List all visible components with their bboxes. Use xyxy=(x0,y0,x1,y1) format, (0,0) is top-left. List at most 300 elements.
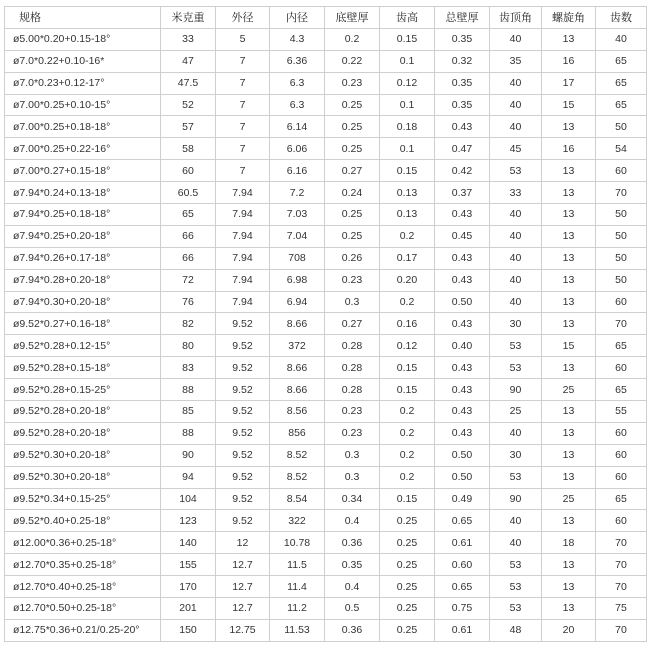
spec-cell: ø7.94*0.25+0.18-18° xyxy=(5,204,161,226)
meter-weight-header: 米克重 xyxy=(161,7,216,29)
total-wall-cell: 0.43 xyxy=(435,401,490,423)
total-wall-cell: 0.50 xyxy=(435,291,490,313)
table-row xyxy=(5,510,647,532)
helix-angle-cell: 13 xyxy=(542,160,596,182)
total-wall-cell: 0.35 xyxy=(435,94,490,116)
inner-diameter-cell: 708 xyxy=(270,247,325,269)
tooth-height-cell: 0.2 xyxy=(380,401,435,423)
tooth-apex-angle-cell: 48 xyxy=(490,619,542,641)
tooth-height-cell: 0.20 xyxy=(380,269,435,291)
total-wall-cell: 0.61 xyxy=(435,532,490,554)
total-wall-cell: 0.40 xyxy=(435,335,490,357)
helix-angle-cell: 13 xyxy=(542,116,596,138)
table-row xyxy=(5,335,647,357)
inner-diameter-cell: 8.56 xyxy=(270,401,325,423)
inner-diameter-cell: 11.53 xyxy=(270,619,325,641)
tooth-count-cell: 65 xyxy=(596,335,647,357)
tooth-height-cell: 0.25 xyxy=(380,619,435,641)
tooth-apex-angle-cell: 53 xyxy=(490,357,542,379)
outer-diameter-cell: 7 xyxy=(216,72,270,94)
tooth-count-cell: 60 xyxy=(596,466,647,488)
inner-diameter-cell: 6.14 xyxy=(270,116,325,138)
meter-weight-cell: 57 xyxy=(161,116,216,138)
spec-cell: ø7.00*0.25+0.22-16° xyxy=(5,138,161,160)
helix-angle-cell: 16 xyxy=(542,138,596,160)
inner-diameter-cell: 6.98 xyxy=(270,269,325,291)
tooth-height-cell: 0.16 xyxy=(380,313,435,335)
bottom-wall-cell: 0.25 xyxy=(325,94,380,116)
tooth-apex-angle-cell: 35 xyxy=(490,50,542,72)
tooth-apex-angle-cell: 53 xyxy=(490,554,542,576)
outer-diameter-cell: 9.52 xyxy=(216,335,270,357)
bottom-wall-cell: 0.4 xyxy=(325,576,380,598)
tooth-height-cell: 0.25 xyxy=(380,532,435,554)
spec-cell: ø9.52*0.28+0.15-18° xyxy=(5,357,161,379)
spec-cell: ø9.52*0.40+0.25-18° xyxy=(5,510,161,532)
tooth-apex-angle-cell: 30 xyxy=(490,313,542,335)
inner-diameter-header: 内径 xyxy=(270,7,325,29)
bottom-wall-cell: 0.36 xyxy=(325,619,380,641)
bottom-wall-cell: 0.2 xyxy=(325,28,380,50)
meter-weight-cell: 90 xyxy=(161,444,216,466)
tooth-height-cell: 0.18 xyxy=(380,116,435,138)
outer-diameter-cell: 5 xyxy=(216,28,270,50)
outer-diameter-cell: 9.52 xyxy=(216,401,270,423)
tooth-height-cell: 0.1 xyxy=(380,94,435,116)
tooth-apex-angle-cell: 53 xyxy=(490,598,542,620)
total-wall-cell: 0.50 xyxy=(435,444,490,466)
tooth-count-cell: 60 xyxy=(596,291,647,313)
table-row xyxy=(5,313,647,335)
tooth-count-cell: 70 xyxy=(596,576,647,598)
helix-angle-cell: 13 xyxy=(542,554,596,576)
meter-weight-cell: 60.5 xyxy=(161,182,216,204)
total-wall-cell: 0.42 xyxy=(435,160,490,182)
helix-angle-cell: 13 xyxy=(542,466,596,488)
table-row xyxy=(5,247,647,269)
tooth-count-cell: 65 xyxy=(596,379,647,401)
tooth-apex-angle-cell: 90 xyxy=(490,488,542,510)
outer-diameter-cell: 7 xyxy=(216,50,270,72)
spec-cell: ø12.70*0.50+0.25-18° xyxy=(5,598,161,620)
helix-angle-cell: 13 xyxy=(542,182,596,204)
bottom-wall-cell: 0.28 xyxy=(325,335,380,357)
meter-weight-cell: 201 xyxy=(161,598,216,620)
table-row xyxy=(5,532,647,554)
total-wall-cell: 0.43 xyxy=(435,313,490,335)
tooth-count-cell: 70 xyxy=(596,554,647,576)
inner-diameter-cell: 6.3 xyxy=(270,72,325,94)
spec-cell: ø9.52*0.28+0.12-15° xyxy=(5,335,161,357)
outer-diameter-cell: 7.94 xyxy=(216,182,270,204)
tooth-height-cell: 0.17 xyxy=(380,247,435,269)
tooth-height-cell: 0.13 xyxy=(380,182,435,204)
spec-cell: ø7.00*0.27+0.15-18° xyxy=(5,160,161,182)
tooth-height-cell: 0.15 xyxy=(380,28,435,50)
inner-diameter-cell: 322 xyxy=(270,510,325,532)
outer-diameter-cell: 7 xyxy=(216,160,270,182)
tooth-count-cell: 55 xyxy=(596,401,647,423)
helix-angle-cell: 13 xyxy=(542,225,596,247)
meter-weight-cell: 76 xyxy=(161,291,216,313)
helix-angle-cell: 20 xyxy=(542,619,596,641)
table-row xyxy=(5,422,647,444)
header-row xyxy=(5,7,647,29)
meter-weight-cell: 52 xyxy=(161,94,216,116)
inner-diameter-cell: 8.66 xyxy=(270,357,325,379)
tooth-apex-angle-cell: 90 xyxy=(490,379,542,401)
tooth-height-cell: 0.12 xyxy=(380,72,435,94)
bottom-wall-cell: 0.28 xyxy=(325,357,380,379)
tooth-count-cell: 70 xyxy=(596,532,647,554)
table-row xyxy=(5,50,647,72)
bottom-wall-header: 底壁厚 xyxy=(325,7,380,29)
meter-weight-cell: 150 xyxy=(161,619,216,641)
spec-cell: ø9.52*0.30+0.20-18° xyxy=(5,466,161,488)
total-wall-cell: 0.43 xyxy=(435,422,490,444)
meter-weight-cell: 80 xyxy=(161,335,216,357)
spec-cell: ø7.94*0.30+0.20-18° xyxy=(5,291,161,313)
inner-diameter-cell: 7.2 xyxy=(270,182,325,204)
total-wall-cell: 0.32 xyxy=(435,50,490,72)
helix-angle-cell: 13 xyxy=(542,510,596,532)
outer-diameter-cell: 7.94 xyxy=(216,247,270,269)
outer-diameter-cell: 9.52 xyxy=(216,379,270,401)
helix-angle-cell: 15 xyxy=(542,335,596,357)
tooth-count-cell: 40 xyxy=(596,28,647,50)
inner-diameter-cell: 7.03 xyxy=(270,204,325,226)
bottom-wall-cell: 0.23 xyxy=(325,269,380,291)
meter-weight-cell: 58 xyxy=(161,138,216,160)
meter-weight-cell: 170 xyxy=(161,576,216,598)
inner-diameter-cell: 6.94 xyxy=(270,291,325,313)
inner-diameter-cell: 6.06 xyxy=(270,138,325,160)
table-row xyxy=(5,379,647,401)
tooth-height-cell: 0.25 xyxy=(380,576,435,598)
table-row xyxy=(5,138,647,160)
table-row xyxy=(5,291,647,313)
table-row xyxy=(5,401,647,423)
outer-diameter-cell: 9.52 xyxy=(216,357,270,379)
helix-angle-cell: 13 xyxy=(542,269,596,291)
meter-weight-cell: 66 xyxy=(161,247,216,269)
tooth-height-cell: 0.1 xyxy=(380,50,435,72)
helix-angle-cell: 13 xyxy=(542,576,596,598)
inner-diameter-cell: 6.3 xyxy=(270,94,325,116)
total-wall-cell: 0.49 xyxy=(435,488,490,510)
tooth-count-cell: 50 xyxy=(596,116,647,138)
tooth-count-cell: 60 xyxy=(596,510,647,532)
meter-weight-cell: 82 xyxy=(161,313,216,335)
tooth-count-cell: 75 xyxy=(596,598,647,620)
tooth-count-cell: 70 xyxy=(596,182,647,204)
tooth-count-cell: 60 xyxy=(596,444,647,466)
spec-cell: ø9.52*0.30+0.20-18° xyxy=(5,444,161,466)
spec-cell: ø9.52*0.28+0.20-18° xyxy=(5,422,161,444)
helix-angle-cell: 13 xyxy=(542,598,596,620)
tooth-apex-angle-cell: 40 xyxy=(490,204,542,226)
tooth-count-cell: 65 xyxy=(596,94,647,116)
inner-diameter-cell: 8.52 xyxy=(270,444,325,466)
bottom-wall-cell: 0.25 xyxy=(325,116,380,138)
spec-cell: ø9.52*0.27+0.16-18° xyxy=(5,313,161,335)
outer-diameter-cell: 9.52 xyxy=(216,313,270,335)
helix-angle-cell: 13 xyxy=(542,357,596,379)
inner-diameter-cell: 8.66 xyxy=(270,379,325,401)
outer-diameter-cell: 12.7 xyxy=(216,576,270,598)
total-wall-cell: 0.43 xyxy=(435,204,490,226)
tooth-count-cell: 50 xyxy=(596,269,647,291)
meter-weight-cell: 88 xyxy=(161,422,216,444)
tooth-apex-angle-cell: 40 xyxy=(490,225,542,247)
helix-angle-cell: 15 xyxy=(542,94,596,116)
table-row xyxy=(5,444,647,466)
helix-angle-cell: 13 xyxy=(542,247,596,269)
bottom-wall-cell: 0.3 xyxy=(325,466,380,488)
bottom-wall-cell: 0.3 xyxy=(325,444,380,466)
tooth-height-cell: 0.15 xyxy=(380,488,435,510)
tooth-height-cell: 0.15 xyxy=(380,379,435,401)
tooth-height-cell: 0.2 xyxy=(380,291,435,313)
total-wall-cell: 0.65 xyxy=(435,510,490,532)
inner-diameter-cell: 4.3 xyxy=(270,28,325,50)
tooth-height-cell: 0.25 xyxy=(380,510,435,532)
bottom-wall-cell: 0.25 xyxy=(325,204,380,226)
tooth-apex-angle-cell: 25 xyxy=(490,401,542,423)
table-row xyxy=(5,160,647,182)
inner-diameter-cell: 7.04 xyxy=(270,225,325,247)
tooth-height-cell: 0.25 xyxy=(380,554,435,576)
table-row xyxy=(5,94,647,116)
tooth-count-cell: 65 xyxy=(596,488,647,510)
tooth-apex-angle-cell: 40 xyxy=(490,72,542,94)
spec-cell: ø7.00*0.25+0.10-15° xyxy=(5,94,161,116)
table-header xyxy=(5,7,647,29)
meter-weight-cell: 94 xyxy=(161,466,216,488)
tooth-height-cell: 0.13 xyxy=(380,204,435,226)
tooth-count-cell: 70 xyxy=(596,313,647,335)
bottom-wall-cell: 0.35 xyxy=(325,554,380,576)
helix-angle-cell: 13 xyxy=(542,444,596,466)
bottom-wall-cell: 0.22 xyxy=(325,50,380,72)
table-row xyxy=(5,182,647,204)
outer-diameter-cell: 12.7 xyxy=(216,598,270,620)
outer-diameter-cell: 9.52 xyxy=(216,510,270,532)
meter-weight-cell: 83 xyxy=(161,357,216,379)
tooth-height-cell: 0.2 xyxy=(380,225,435,247)
bottom-wall-cell: 0.24 xyxy=(325,182,380,204)
total-wall-cell: 0.45 xyxy=(435,225,490,247)
helix-angle-cell: 13 xyxy=(542,204,596,226)
tooth-apex-angle-cell: 53 xyxy=(490,160,542,182)
table-body xyxy=(5,28,647,641)
outer-diameter-cell: 12 xyxy=(216,532,270,554)
table-row xyxy=(5,225,647,247)
tooth-height-cell: 0.2 xyxy=(380,422,435,444)
inner-diameter-cell: 372 xyxy=(270,335,325,357)
tooth-apex-angle-cell: 40 xyxy=(490,116,542,138)
meter-weight-cell: 33 xyxy=(161,28,216,50)
tooth-count-cell: 60 xyxy=(596,160,647,182)
bottom-wall-cell: 0.27 xyxy=(325,313,380,335)
total-wall-cell: 0.35 xyxy=(435,28,490,50)
spec-table xyxy=(4,6,647,642)
tooth-height-cell: 0.1 xyxy=(380,138,435,160)
tooth-count-cell: 65 xyxy=(596,72,647,94)
total-wall-cell: 0.50 xyxy=(435,466,490,488)
meter-weight-cell: 47.5 xyxy=(161,72,216,94)
bottom-wall-cell: 0.25 xyxy=(325,138,380,160)
table-row xyxy=(5,598,647,620)
total-wall-cell: 0.75 xyxy=(435,598,490,620)
tooth-apex-angle-header: 齿顶角 xyxy=(490,7,542,29)
meter-weight-cell: 66 xyxy=(161,225,216,247)
helix-angle-cell: 13 xyxy=(542,422,596,444)
spec-cell: ø7.94*0.25+0.20-18° xyxy=(5,225,161,247)
spec-cell: ø12.70*0.35+0.25-18° xyxy=(5,554,161,576)
inner-diameter-cell: 11.5 xyxy=(270,554,325,576)
meter-weight-cell: 47 xyxy=(161,50,216,72)
table-row xyxy=(5,466,647,488)
bottom-wall-cell: 0.5 xyxy=(325,598,380,620)
outer-diameter-header: 外径 xyxy=(216,7,270,29)
tooth-apex-angle-cell: 40 xyxy=(490,94,542,116)
meter-weight-cell: 123 xyxy=(161,510,216,532)
meter-weight-cell: 60 xyxy=(161,160,216,182)
tooth-height-cell: 0.15 xyxy=(380,357,435,379)
outer-diameter-cell: 7 xyxy=(216,138,270,160)
bottom-wall-cell: 0.23 xyxy=(325,422,380,444)
tooth-apex-angle-cell: 40 xyxy=(490,247,542,269)
spec-cell: ø5.00*0.20+0.15-18° xyxy=(5,28,161,50)
spec-cell: ø12.70*0.40+0.25-18° xyxy=(5,576,161,598)
outer-diameter-cell: 7.94 xyxy=(216,269,270,291)
spec-cell: ø7.94*0.24+0.13-18° xyxy=(5,182,161,204)
outer-diameter-cell: 12.7 xyxy=(216,554,270,576)
bottom-wall-cell: 0.25 xyxy=(325,225,380,247)
outer-diameter-cell: 9.52 xyxy=(216,488,270,510)
tooth-count-cell: 65 xyxy=(596,50,647,72)
total-wall-cell: 0.60 xyxy=(435,554,490,576)
meter-weight-cell: 85 xyxy=(161,401,216,423)
total-wall-cell: 0.37 xyxy=(435,182,490,204)
tooth-count-cell: 50 xyxy=(596,225,647,247)
tooth-apex-angle-cell: 40 xyxy=(490,422,542,444)
spec-cell: ø9.52*0.28+0.20-18° xyxy=(5,401,161,423)
tooth-height-cell: 0.2 xyxy=(380,444,435,466)
meter-weight-cell: 155 xyxy=(161,554,216,576)
table-row xyxy=(5,576,647,598)
inner-diameter-cell: 8.54 xyxy=(270,488,325,510)
meter-weight-cell: 65 xyxy=(161,204,216,226)
outer-diameter-cell: 9.52 xyxy=(216,422,270,444)
tooth-apex-angle-cell: 45 xyxy=(490,138,542,160)
table-row xyxy=(5,72,647,94)
tooth-apex-angle-cell: 40 xyxy=(490,291,542,313)
inner-diameter-cell: 11.4 xyxy=(270,576,325,598)
helix-angle-cell: 25 xyxy=(542,379,596,401)
bottom-wall-cell: 0.36 xyxy=(325,532,380,554)
spec-cell: ø12.75*0.36+0.21/0.25-20° xyxy=(5,619,161,641)
tooth-height-header: 齿高 xyxy=(380,7,435,29)
table-row xyxy=(5,28,647,50)
inner-diameter-cell: 6.16 xyxy=(270,160,325,182)
tooth-apex-angle-cell: 53 xyxy=(490,335,542,357)
total-wall-cell: 0.43 xyxy=(435,269,490,291)
total-wall-cell: 0.43 xyxy=(435,357,490,379)
tooth-apex-angle-cell: 53 xyxy=(490,576,542,598)
total-wall-header: 总壁厚 xyxy=(435,7,490,29)
meter-weight-cell: 140 xyxy=(161,532,216,554)
helix-angle-cell: 18 xyxy=(542,532,596,554)
helix-angle-cell: 13 xyxy=(542,313,596,335)
tooth-count-cell: 60 xyxy=(596,422,647,444)
tooth-apex-angle-cell: 40 xyxy=(490,532,542,554)
bottom-wall-cell: 0.28 xyxy=(325,379,380,401)
total-wall-cell: 0.43 xyxy=(435,116,490,138)
spec-cell: ø7.00*0.25+0.18-18° xyxy=(5,116,161,138)
tooth-apex-angle-cell: 40 xyxy=(490,510,542,532)
meter-weight-cell: 104 xyxy=(161,488,216,510)
tooth-count-cell: 70 xyxy=(596,619,647,641)
helix-angle-cell: 17 xyxy=(542,72,596,94)
outer-diameter-cell: 7.94 xyxy=(216,204,270,226)
table-row xyxy=(5,488,647,510)
bottom-wall-cell: 0.23 xyxy=(325,401,380,423)
tooth-apex-angle-cell: 33 xyxy=(490,182,542,204)
tooth-apex-angle-cell: 30 xyxy=(490,444,542,466)
table-row xyxy=(5,357,647,379)
outer-diameter-cell: 7 xyxy=(216,94,270,116)
outer-diameter-cell: 7.94 xyxy=(216,291,270,313)
table-row xyxy=(5,269,647,291)
helix-angle-header: 螺旋角 xyxy=(542,7,596,29)
table-row xyxy=(5,554,647,576)
helix-angle-cell: 13 xyxy=(542,401,596,423)
bottom-wall-cell: 0.27 xyxy=(325,160,380,182)
total-wall-cell: 0.65 xyxy=(435,576,490,598)
spec-cell: ø9.52*0.28+0.15-25° xyxy=(5,379,161,401)
table-row xyxy=(5,204,647,226)
tooth-height-cell: 0.15 xyxy=(380,160,435,182)
inner-diameter-cell: 6.36 xyxy=(270,50,325,72)
bottom-wall-cell: 0.23 xyxy=(325,72,380,94)
inner-diameter-cell: 11.2 xyxy=(270,598,325,620)
tooth-apex-angle-cell: 40 xyxy=(490,28,542,50)
total-wall-cell: 0.43 xyxy=(435,247,490,269)
table-row xyxy=(5,116,647,138)
total-wall-cell: 0.61 xyxy=(435,619,490,641)
spec-cell: ø9.52*0.34+0.15-25° xyxy=(5,488,161,510)
helix-angle-cell: 13 xyxy=(542,28,596,50)
bottom-wall-cell: 0.26 xyxy=(325,247,380,269)
tooth-count-cell: 60 xyxy=(596,357,647,379)
inner-diameter-cell: 856 xyxy=(270,422,325,444)
outer-diameter-cell: 12.75 xyxy=(216,619,270,641)
inner-diameter-cell: 10.78 xyxy=(270,532,325,554)
bottom-wall-cell: 0.3 xyxy=(325,291,380,313)
spec-cell: ø7.94*0.26+0.17-18° xyxy=(5,247,161,269)
tooth-height-cell: 0.25 xyxy=(380,598,435,620)
total-wall-cell: 0.43 xyxy=(435,379,490,401)
inner-diameter-cell: 8.66 xyxy=(270,313,325,335)
bottom-wall-cell: 0.4 xyxy=(325,510,380,532)
bottom-wall-cell: 0.34 xyxy=(325,488,380,510)
meter-weight-cell: 88 xyxy=(161,379,216,401)
tooth-apex-angle-cell: 40 xyxy=(490,269,542,291)
helix-angle-cell: 13 xyxy=(542,291,596,313)
tooth-count-cell: 54 xyxy=(596,138,647,160)
